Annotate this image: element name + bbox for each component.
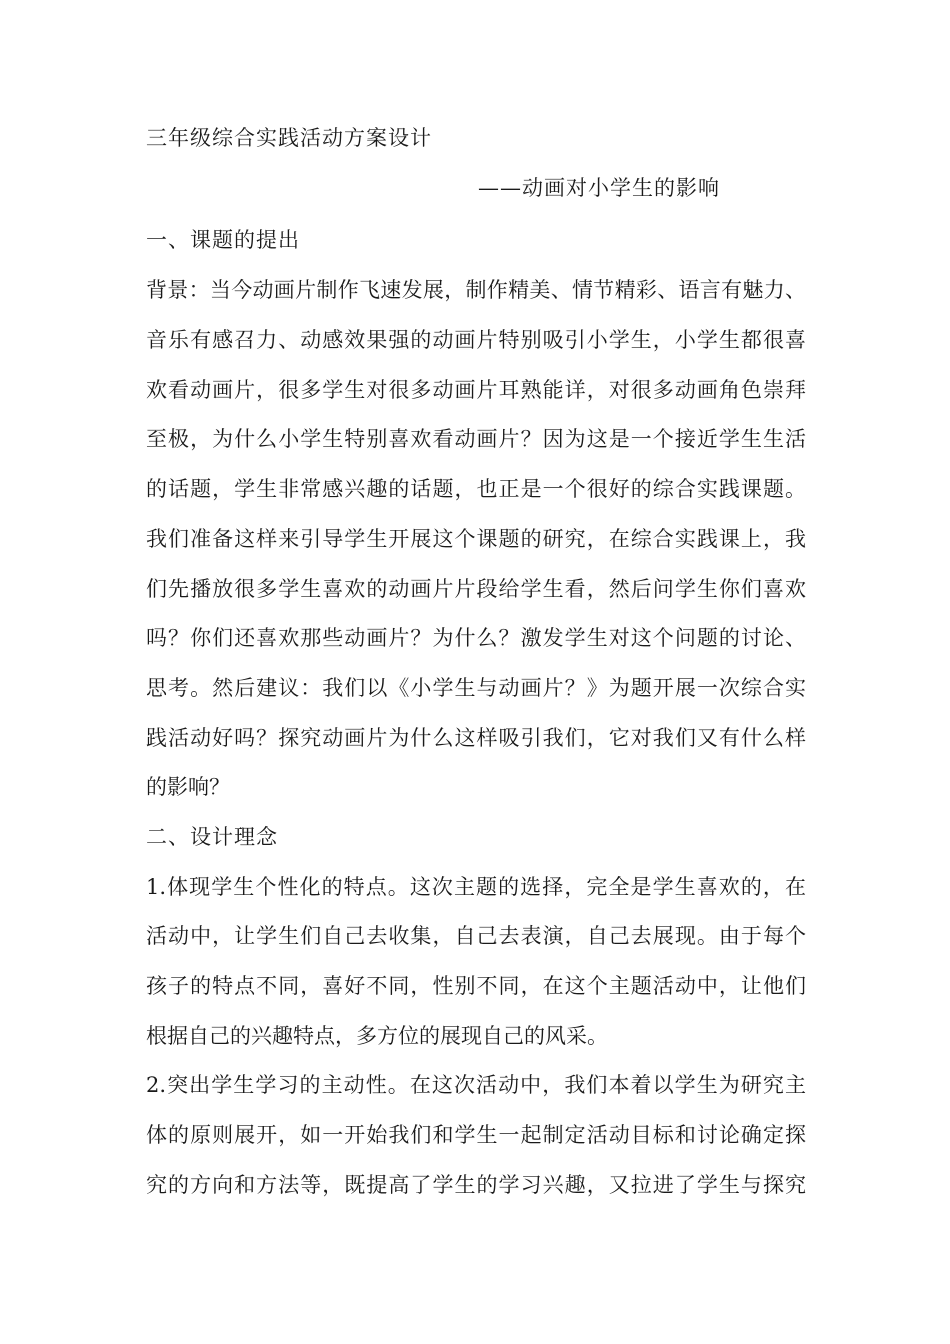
list-item-line: 根据自己的兴趣特点，多方位的展现自己的风采。 [146,1024,608,1048]
paragraph-line: 欢看动画片，很多学生对很多动画片耳熟能详，对很多动画角色崇拜 [146,378,806,402]
paragraph-line: 吗？你们还喜欢那些动画片？为什么？激发学生对这个问题的讨论、 [146,626,806,650]
section-heading-1: 一、课题的提出 [146,228,300,252]
list-item-line: 究的方向和方法等，既提高了学生的学习兴趣，又拉进了学生与探究 [146,1173,806,1197]
paragraph-line: 的影响？ [146,775,230,799]
list-item-line: 1.体现学生个性化的特点。这次主题的选择，完全是学生喜欢的，在 [146,875,806,899]
paragraph-line: 背景：当今动画片制作飞速发展，制作精美、情节精彩、语言有魅力、 [146,278,806,302]
list-item-line: 活动中，让学生们自己去收集，自己去表演，自己去展现。由于每个 [146,924,806,948]
list-item-line: 2.突出学生学习的主动性。在这次活动中，我们本着以学生为研究主 [146,1073,806,1097]
list-item-line: 体的原则展开，如一开始我们和学生一起制定活动目标和讨论确定探 [146,1123,806,1147]
section-heading-2: 二、设计理念 [146,825,278,849]
paragraph-line: 们先播放很多学生喜欢的动画片片段给学生看，然后问学生你们喜欢 [146,577,806,601]
paragraph-line: 思考。然后建议：我们以《小学生与动画片？》为题开展一次综合实 [146,676,806,700]
paragraph-line: 至极，为什么小学生特别喜欢看动画片？因为这是一个接近学生生活 [146,427,806,451]
paragraph-line: 音乐有感召力、动感效果强的动画片特别吸引小学生，小学生都很喜 [146,328,806,352]
paragraph-line: 践活动好吗？探究动画片为什么这样吸引我们，它对我们又有什么样 [146,726,806,750]
document-subtitle: ——动画对小学生的影响 [478,176,720,200]
paragraph-line: 的话题，学生非常感兴趣的话题，也正是一个很好的综合实践课题。 [146,477,806,501]
paragraph-line: 我们准备这样来引导学生开展这个课题的研究，在综合实践课上，我 [146,527,806,551]
document-title: 三年级综合实践活动方案设计 [146,126,432,150]
list-item-line: 孩子的特点不同，喜好不同，性别不同，在这个主题活动中，让他们 [146,974,806,998]
